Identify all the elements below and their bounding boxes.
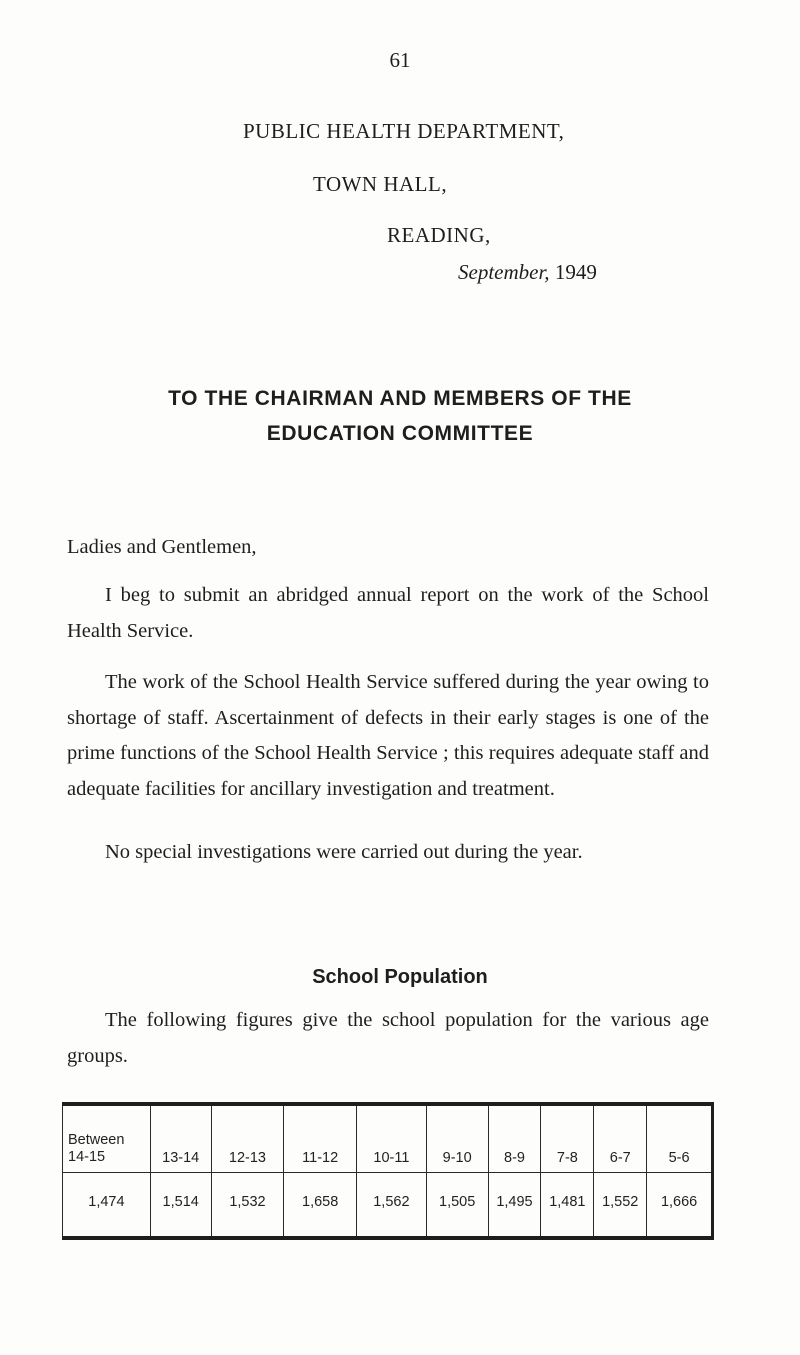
table-cell: 1,514	[150, 1173, 211, 1239]
section-title-school-population: School Population	[312, 966, 488, 988]
page-number: 61	[389, 48, 411, 72]
table-cell: 1,562	[357, 1173, 427, 1239]
table-cell: 1,666	[647, 1173, 713, 1239]
header-age-range: 14-15	[68, 1149, 106, 1165]
header-between-label: Between	[68, 1132, 125, 1148]
table-cell: 1,481	[541, 1173, 594, 1239]
table-header-cell: 11-12	[284, 1104, 357, 1173]
letter-date	[458, 260, 597, 285]
table-cell: 1,495	[488, 1173, 541, 1239]
paragraph-investigations: No special investigations were carried out during the year.	[105, 841, 583, 863]
table-header-cell: 5-6	[647, 1104, 713, 1173]
table-header-cell	[63, 1104, 151, 1173]
table-header-row	[63, 1104, 713, 1173]
table-cell: 1,552	[594, 1173, 647, 1239]
table-cell: 1,532	[211, 1173, 284, 1239]
table-header-cell: 10-11	[357, 1104, 427, 1173]
table-cell: 1,474	[63, 1173, 151, 1239]
table-header-cell: 7-8	[541, 1104, 594, 1173]
paragraph-staffing: The work of the School Health Service suffered during the year owing to shortage of staff. Ascertainment of defects in their early stages is one of the prime functions of the School Health Service ; this requires adequate staff and adequate facilities for ancillary investigation and treatment.	[67, 671, 709, 800]
paragraph-population-intro: The following figures give the school population for the various age groups.	[67, 1009, 709, 1067]
address-building: TOWN HALL,	[313, 172, 448, 196]
address-department: PUBLIC HEALTH DEPARTMENT,	[243, 119, 565, 143]
address-town: READING,	[387, 223, 491, 247]
table-header-cell: 8-9	[488, 1104, 541, 1173]
addressee-heading-line1: TO THE CHAIRMAN AND MEMBERS OF THE	[168, 387, 632, 410]
table-cell: 1,658	[284, 1173, 357, 1239]
table-header-cell: 6-7	[594, 1104, 647, 1173]
school-population-table	[62, 1102, 714, 1240]
date-month: September,	[458, 260, 550, 284]
table-header-cell: 9-10	[426, 1104, 488, 1173]
addressee-heading-line2: EDUCATION COMMITTEE	[266, 422, 534, 445]
table-row	[63, 1173, 713, 1239]
paragraph-intro: I beg to submit an abridged annual report on the work of the School Health Service.	[67, 584, 709, 642]
salutation: Ladies and Gentlemen,	[67, 536, 257, 558]
table-header-cell: 12-13	[211, 1104, 284, 1173]
table-cell: 1,505	[426, 1173, 488, 1239]
date-year: 1949	[554, 260, 597, 284]
table-header-cell: 13-14	[150, 1104, 211, 1173]
